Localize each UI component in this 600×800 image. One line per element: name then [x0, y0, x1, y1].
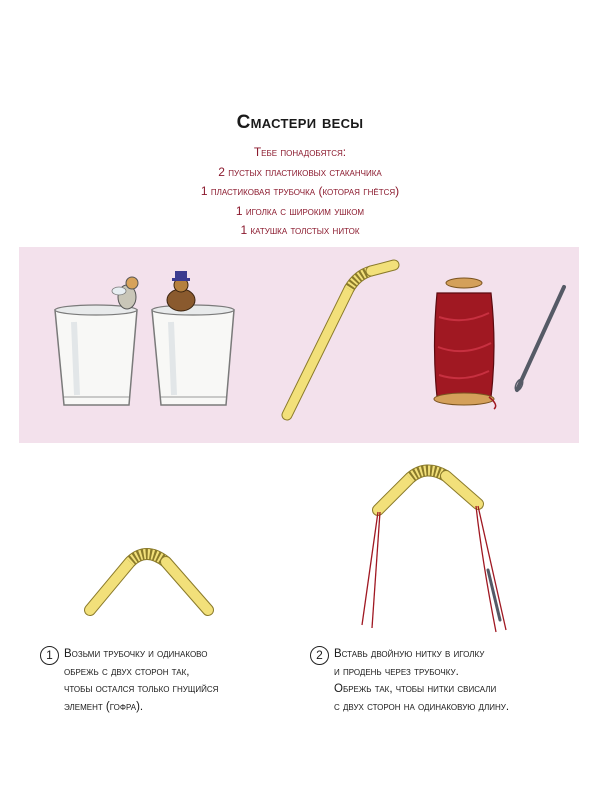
materials-item: 1 катушка толстых ниток — [240, 223, 360, 237]
step-number-badge: 2 — [310, 646, 329, 665]
materials-item: 1 иголка с широким ушком — [235, 203, 365, 218]
plastic-cup-illustration — [152, 305, 234, 405]
needle-illustration — [514, 287, 564, 392]
materials-heading: Тебе понадобятся: — [253, 145, 347, 159]
step-2-text — [334, 646, 594, 716]
bent-straw-illustration — [80, 530, 220, 620]
step-text-line: чтобы остался только гнущийся — [64, 683, 219, 695]
step-1-text — [64, 646, 304, 716]
step-text-line: обрежь с двух сторон так, — [64, 665, 190, 678]
step-text-line: элемент (гофра). — [64, 700, 144, 713]
beetle-character-illustration — [167, 271, 195, 311]
straw-illustration — [287, 265, 394, 415]
step-text-line: Вставь двойную нитку в иголку — [334, 648, 485, 660]
step-text-line: и продень через трубочку. — [334, 665, 459, 678]
materials-list — [0, 143, 600, 241]
step-text-line: Обрежь так, чтобы нитки свисали — [334, 683, 497, 695]
fly-character-illustration — [112, 277, 138, 309]
thread-spool-illustration — [434, 278, 496, 409]
materials-illustration — [19, 247, 579, 443]
materials-item: 1 пластиковая трубочка (которая гнётся) — [200, 184, 400, 198]
materials-illustration-band — [19, 247, 579, 443]
page-title: Смастери весы — [236, 112, 364, 133]
step-text-line: Возьми трубочку и одинаково — [64, 648, 208, 660]
plastic-cup-illustration — [55, 305, 137, 405]
step-text-line: с двух сторон на одинаковую длину. — [334, 700, 510, 713]
step-number-badge: 1 — [40, 646, 59, 665]
threaded-straw-illustration — [348, 460, 508, 640]
materials-item: 2 пустых пластиковых стаканчика — [218, 164, 382, 179]
